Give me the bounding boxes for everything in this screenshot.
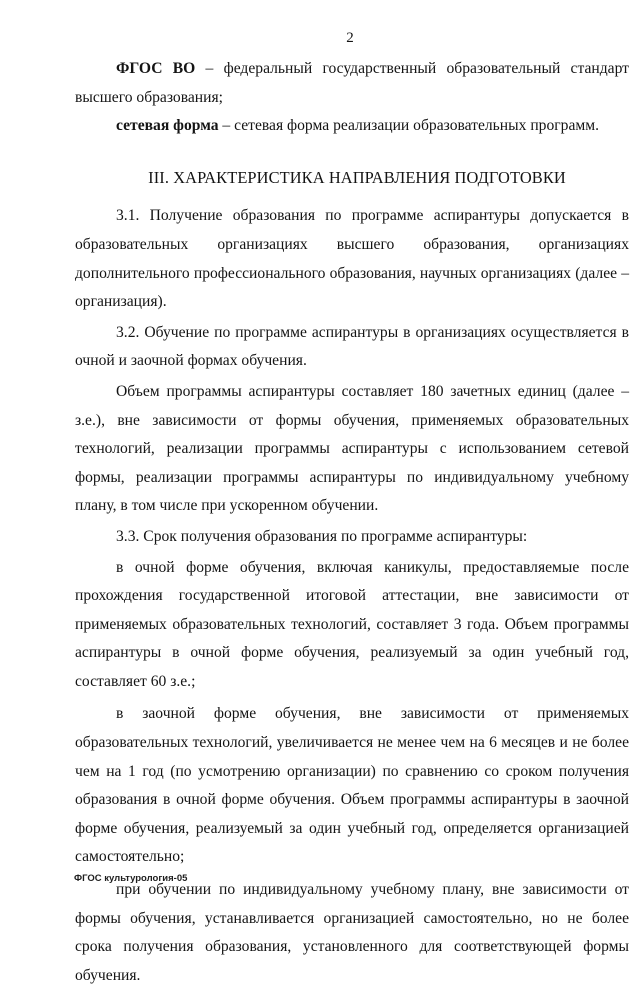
definition-network-form [75, 112, 629, 141]
paragraph-individual-plan: при обучении по индивидуальному учебному плану, вне зависимости от формы обучения, устанавливается организацией самостоятельно, но не более срока получения образования, установленного для соответствующей формы обучения. [75, 881, 629, 984]
paragraph-full-time: в очной форме обучения, включая каникулы, предоставляемые после прохождения государственной итоговой аттестации, вне зависимости от применяемых образовательных технологий, составляет 3 года. Объем программы аспирантуры в очной форме обучения, реализуемый за один учебный год, составляет 60 з.е.; [75, 558, 629, 690]
paragraph-volume: Объем программы аспирантуры составляет 180 зачетных единиц (далее – з.е.), вне зависимости от формы обучения, применяемых образовательных технологий, реализации программы аспирантуры с использованием сетевой формы, реализации программы аспирантуры по индивидуальному учебному плану, в том числе при ускоренном обучении. [75, 382, 629, 515]
definition-term: ФГОС ВО [116, 60, 196, 77]
section-heading: III. ХАРАКТЕРИСТИКА НАПРАВЛЕНИЯ ПОДГОТОВКИ [148, 167, 566, 187]
paragraph-part-time: в заочной форме обучения, вне зависимости от применяемых образовательных технологий, увеличивается не менее чем на 6 месяцев и не более чем на 1 год (по усмотрению организации) по сравнению со сроком получения образования в очной форме обучения. Объем программы аспирантуры в заочной форме обучения, реализуемый за один учебный год, определяется организацией самостоятельно; [75, 705, 629, 866]
paragraph-3-1: 3.1. Получение образования по программе аспирантуры допускается в образовательных организациях высшего образования, организациях дополнительного профессионального образования, научных организациях (далее – организация). [75, 207, 629, 311]
paragraph-3-3: 3.3. Срок получения образования по программе аспирантуры: [116, 527, 528, 545]
definition-term: сетевая форма [116, 117, 219, 135]
definition-fgos [75, 55, 629, 112]
document-body [75, 55, 629, 990]
definition-text: – федеральный государственный образовательный стандарт высшего образования; [75, 60, 630, 106]
page-number: 2 [346, 30, 354, 46]
paragraph-3-2: 3.2. Обучение по программе аспирантуры в организациях осуществляется в очной и заочной формах обучения. [75, 323, 629, 370]
page-footer: ФГОС культурология-05 [74, 873, 188, 884]
definition-text: – сетевая форма реализации образовательных программ. [218, 117, 600, 135]
